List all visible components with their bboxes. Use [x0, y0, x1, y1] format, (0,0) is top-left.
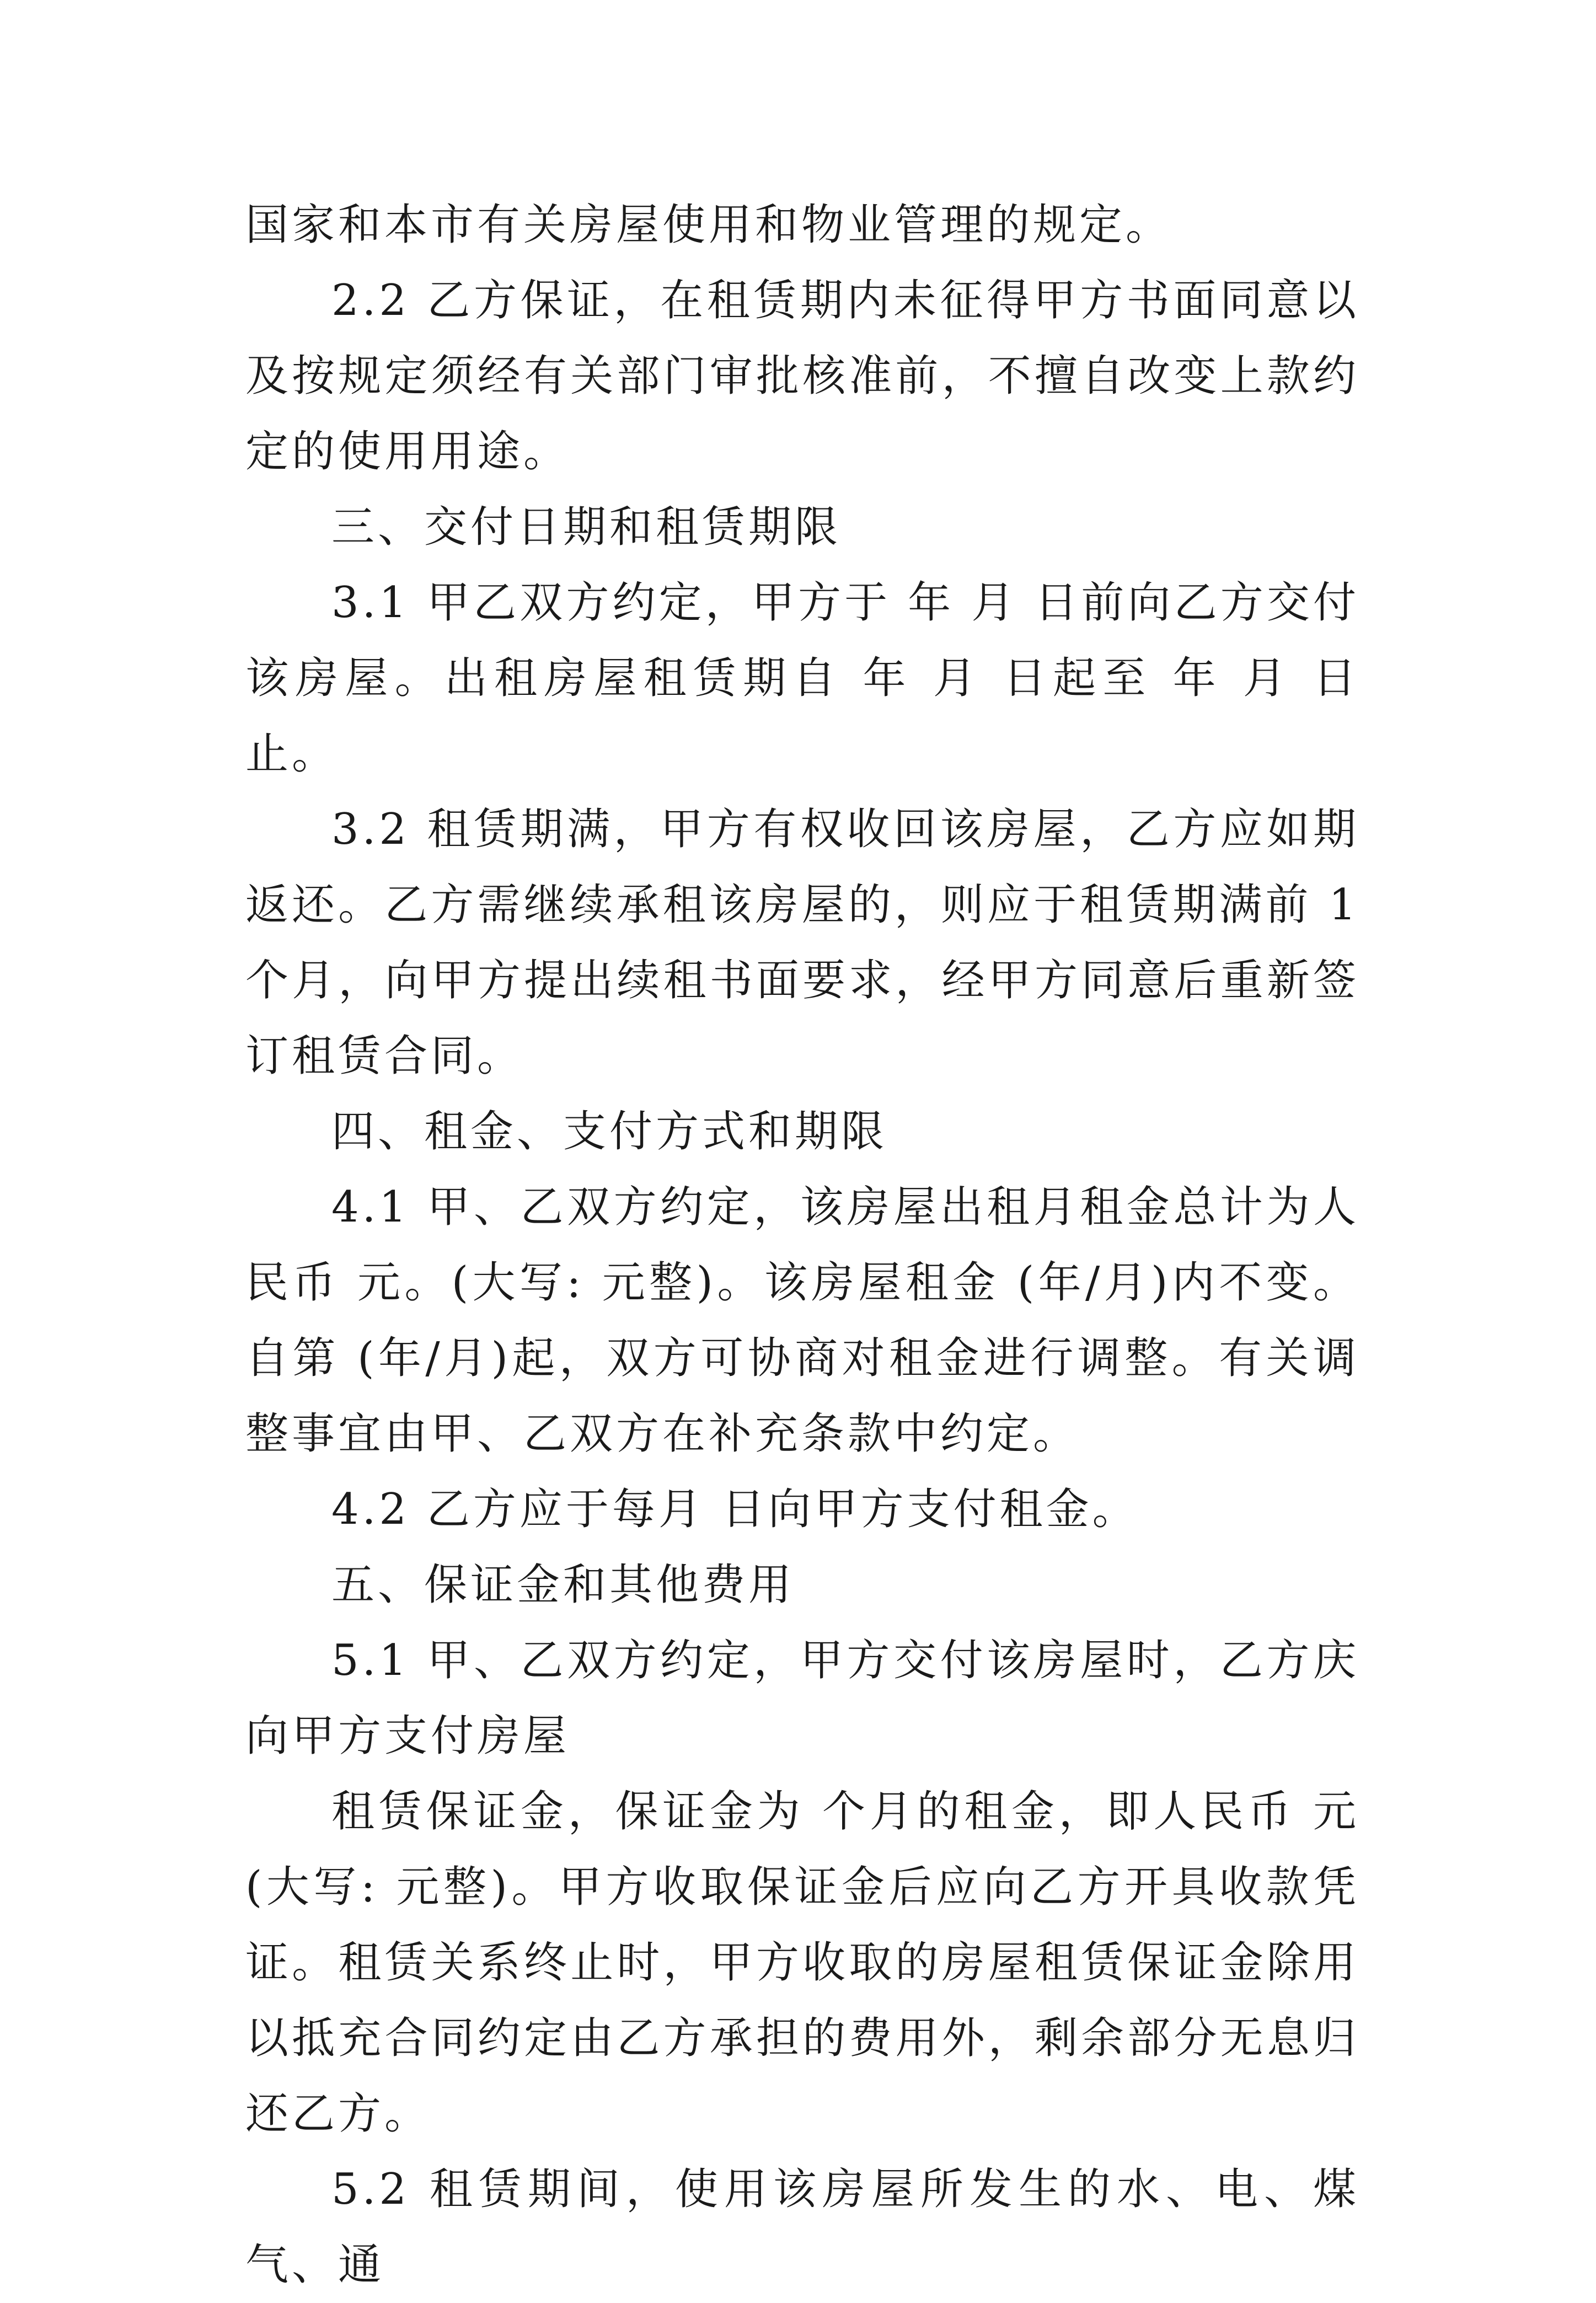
paragraph-continuation: 国家和本市有关房屋使用和物业管理的规定。: [245, 200, 1172, 250]
paragraph-4-1: 4.1 甲、乙双方约定，该房屋出租月租金总计为人民币 元。(大写: 元整)。该房屋租金 (年/月)内不变。自第 (年/月)起，双方可协商对租金进行调整。有关调整事宜由甲、乙双方在补充条款中约定。: [245, 1182, 1359, 1459]
section-heading-5: 五、保证金和其他费用: [331, 1560, 795, 1610]
section-heading-3: 三、交付日期和租赁期限: [331, 502, 842, 552]
paragraph-5-1-continued: 租赁保证金，保证金为 个月的租金，即人民币 元(大写: 元整)。甲方收取保证金后应向乙方开具收款凭证。租赁关系终止时，甲方收取的房屋租赁保证金除用以抵充合同约定由乙方承担的费用外，剩余部分无息归还乙方。: [245, 1787, 1359, 2139]
paragraph-3-1: 3.1 甲乙双方约定，甲方于 年 月 日前向乙方交付该房屋。出租房屋租赁期自 年 月 日起至 年 月 日止。: [245, 578, 1359, 779]
paragraph-5-2: 5.2 租赁期间，使用该房屋所发生的水、电、煤气、通: [245, 2165, 1359, 2290]
document-body: [245, 188, 1359, 2303]
paragraph-5-1: 5.1 甲、乙双方约定，甲方交付该房屋时，乙方庆向甲方支付房屋: [245, 1636, 1359, 1761]
paragraph-4-2: 4.2 乙方应于每月 日向甲方支付租金。: [331, 1485, 1139, 1534]
section-heading-4: 四、租金、支付方式和期限: [331, 1107, 888, 1156]
paragraph-2-2: 2.2 乙方保证，在租赁期内未征得甲方书面同意以及按规定须经有关部门审批核准前，不擅自改变上款约定的使用用途。: [245, 276, 1359, 476]
paragraph-3-2: 3.2 租赁期满，甲方有权收回该房屋，乙方应如期返还。乙方需继续承租该房屋的，则应于租赁期满前 1 个月，向甲方提出续租书面要求，经甲方同意后重新签订租赁合同。: [245, 805, 1359, 1081]
